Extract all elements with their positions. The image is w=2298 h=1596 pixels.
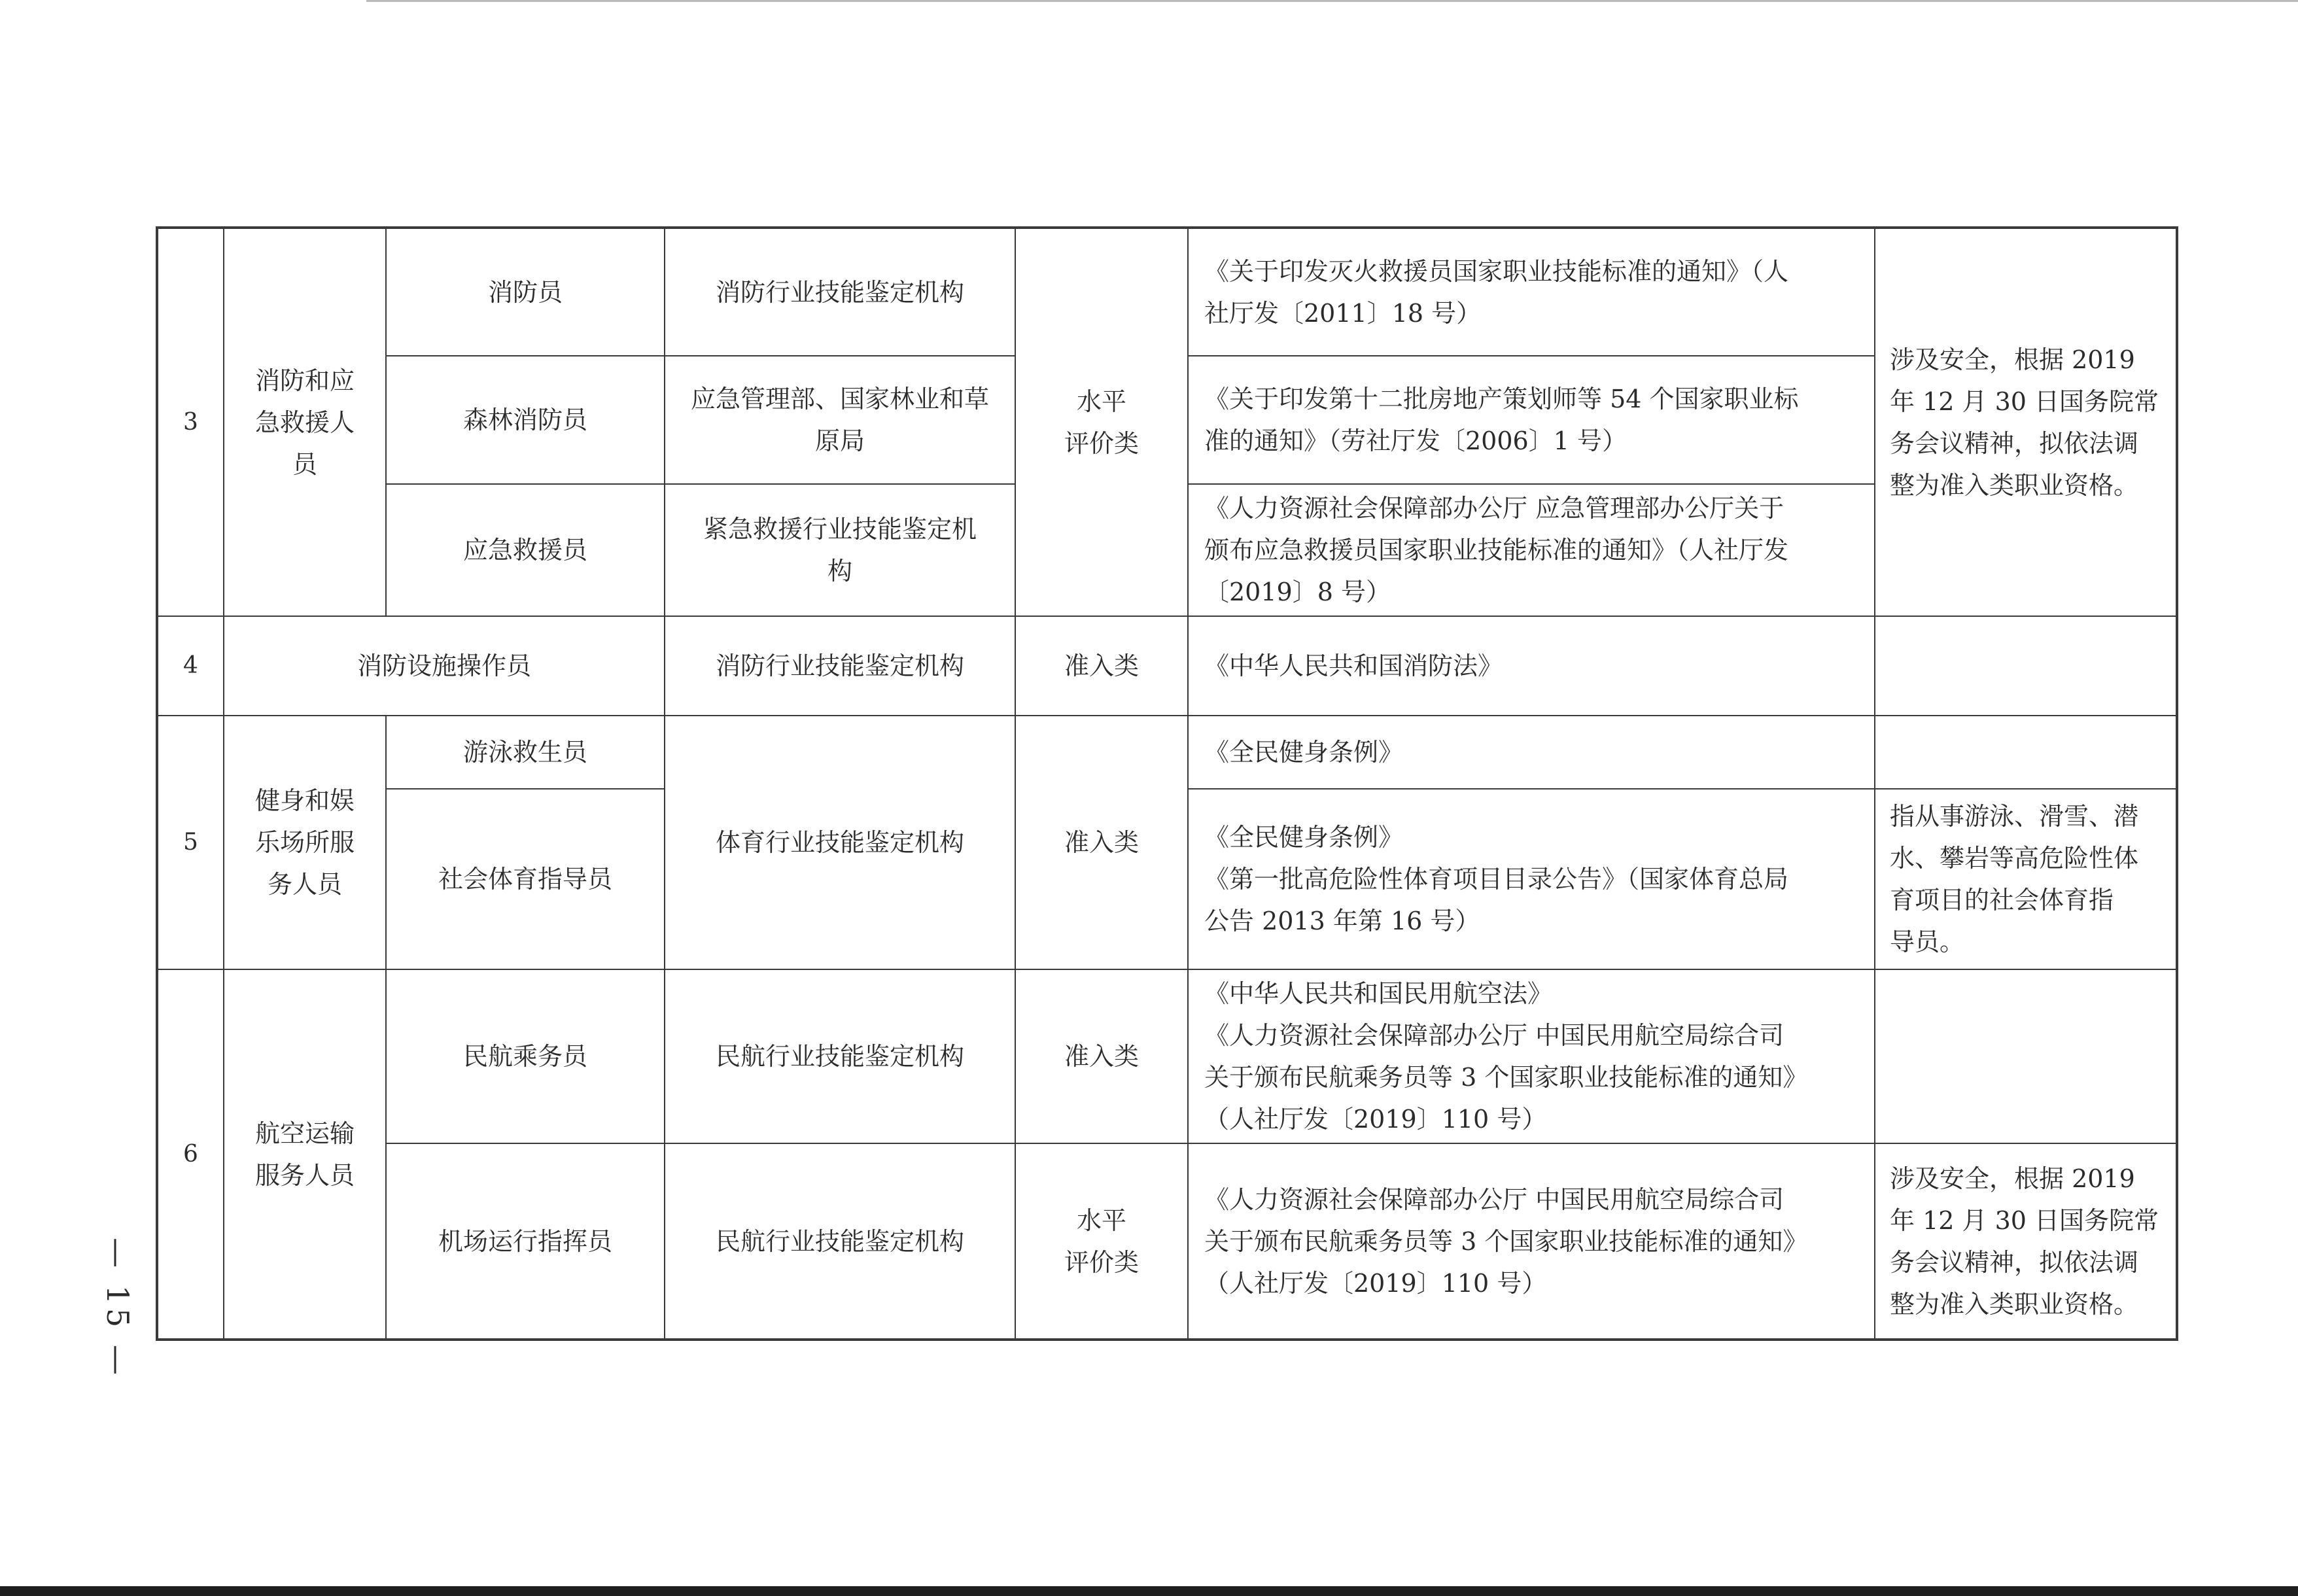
remark: 指从事游泳、滑雪、潜 水、攀岩等高危险性体 育项目的社会体育指 导员。 xyxy=(1875,789,2177,969)
remark: 涉及安全，根据 2019 年 12 月 30 日国务院常 务会议精神，拟依法调 整为准入类职业资格。 xyxy=(1875,1143,2177,1340)
occupation-name: 游泳救生员 xyxy=(386,716,665,789)
category-cell: 健身和娱 乐场所服 务人员 xyxy=(224,716,386,969)
implementing-org: 应急管理部、国家林业和草 原局 xyxy=(665,356,1015,484)
row-number: 3 xyxy=(157,228,224,616)
legal-basis: 《人力资源社会保障部办公厅 中国民用航空局综合司 关于颁布民航乘务员等 3 个国家职业技能标准的通知》 （人社厅发〔2019〕110 号） xyxy=(1188,1143,1875,1340)
remark xyxy=(1875,969,2177,1143)
remark xyxy=(1875,616,2177,716)
legal-basis: 《人力资源社会保障部办公厅 应急管理部办公厅关于 颁布应急救援员国家职业技能标准的通知》（人社厅发 〔2019〕8 号） xyxy=(1188,484,1875,616)
row-number: 5 xyxy=(157,716,224,969)
remark: 涉及安全，根据 2019 年 12 月 30 日国务院常 务会议精神，拟依法调 整为准入类职业资格。 xyxy=(1875,228,2177,616)
occupation-name: 机场运行指挥员 xyxy=(386,1143,665,1340)
implementing-org: 消防行业技能鉴定机构 xyxy=(665,228,1015,356)
qualification-type: 准入类 xyxy=(1015,969,1188,1143)
row-number: 4 xyxy=(157,616,224,716)
qualification-type: 准入类 xyxy=(1015,616,1188,716)
remark xyxy=(1875,716,2177,789)
occupation-name: 社会体育指导员 xyxy=(386,789,665,969)
row-number: 6 xyxy=(157,969,224,1340)
table-row xyxy=(157,1143,2177,1340)
occupation-qualification-table xyxy=(156,226,2178,1341)
legal-basis: 《全民健身条例》 xyxy=(1188,716,1875,789)
qualification-type: 水平 评价类 xyxy=(1015,228,1188,616)
implementing-org: 体育行业技能鉴定机构 xyxy=(665,716,1015,969)
occupation-name: 森林消防员 xyxy=(386,356,665,484)
implementing-org: 民航行业技能鉴定机构 xyxy=(665,969,1015,1143)
legal-basis: 《关于印发第十二批房地产策划师等 54 个国家职业标 准的通知》（劳社厅发〔2006〕1 号） xyxy=(1188,356,1875,484)
table-row xyxy=(157,716,2177,789)
scan-edge-strip xyxy=(0,1586,2298,1596)
qualification-type: 准入类 xyxy=(1015,716,1188,969)
occupation-name: 应急救援员 xyxy=(386,484,665,616)
occupation-name: 消防员 xyxy=(386,228,665,356)
top-scan-line xyxy=(366,0,2298,2)
legal-basis: 《中华人民共和国消防法》 xyxy=(1188,616,1875,716)
table-row xyxy=(157,616,2177,716)
implementing-org: 紧急救援行业技能鉴定机 构 xyxy=(665,484,1015,616)
legal-basis: 《中华人民共和国民用航空法》 《人力资源社会保障部办公厅 中国民用航空局综合司 关于颁布民航乘务员等 3 个国家职业技能标准的通知》 （人社厅发〔2019〕110 号） xyxy=(1188,969,1875,1143)
occupation-name: 消防设施操作员 xyxy=(224,616,665,716)
category-cell: 航空运输 服务人员 xyxy=(224,969,386,1340)
legal-basis: 《全民健身条例》 《第一批高危险性体育项目目录公告》（国家体育总局 公告 2013 年第 16 号） xyxy=(1188,789,1875,969)
legal-basis: 《关于印发灭火救援员国家职业技能标准的通知》（人 社厅发〔2011〕18 号） xyxy=(1188,228,1875,356)
table-row xyxy=(157,228,2177,356)
qualification-type: 水平 评价类 xyxy=(1015,1143,1188,1340)
implementing-org: 民航行业技能鉴定机构 xyxy=(665,1143,1015,1340)
occupation-name: 民航乘务员 xyxy=(386,969,665,1143)
table-row xyxy=(157,969,2177,1143)
category-cell: 消防和应 急救援人 员 xyxy=(224,228,386,616)
implementing-org: 消防行业技能鉴定机构 xyxy=(665,616,1015,716)
page-number: — 15 — xyxy=(100,1238,135,1379)
